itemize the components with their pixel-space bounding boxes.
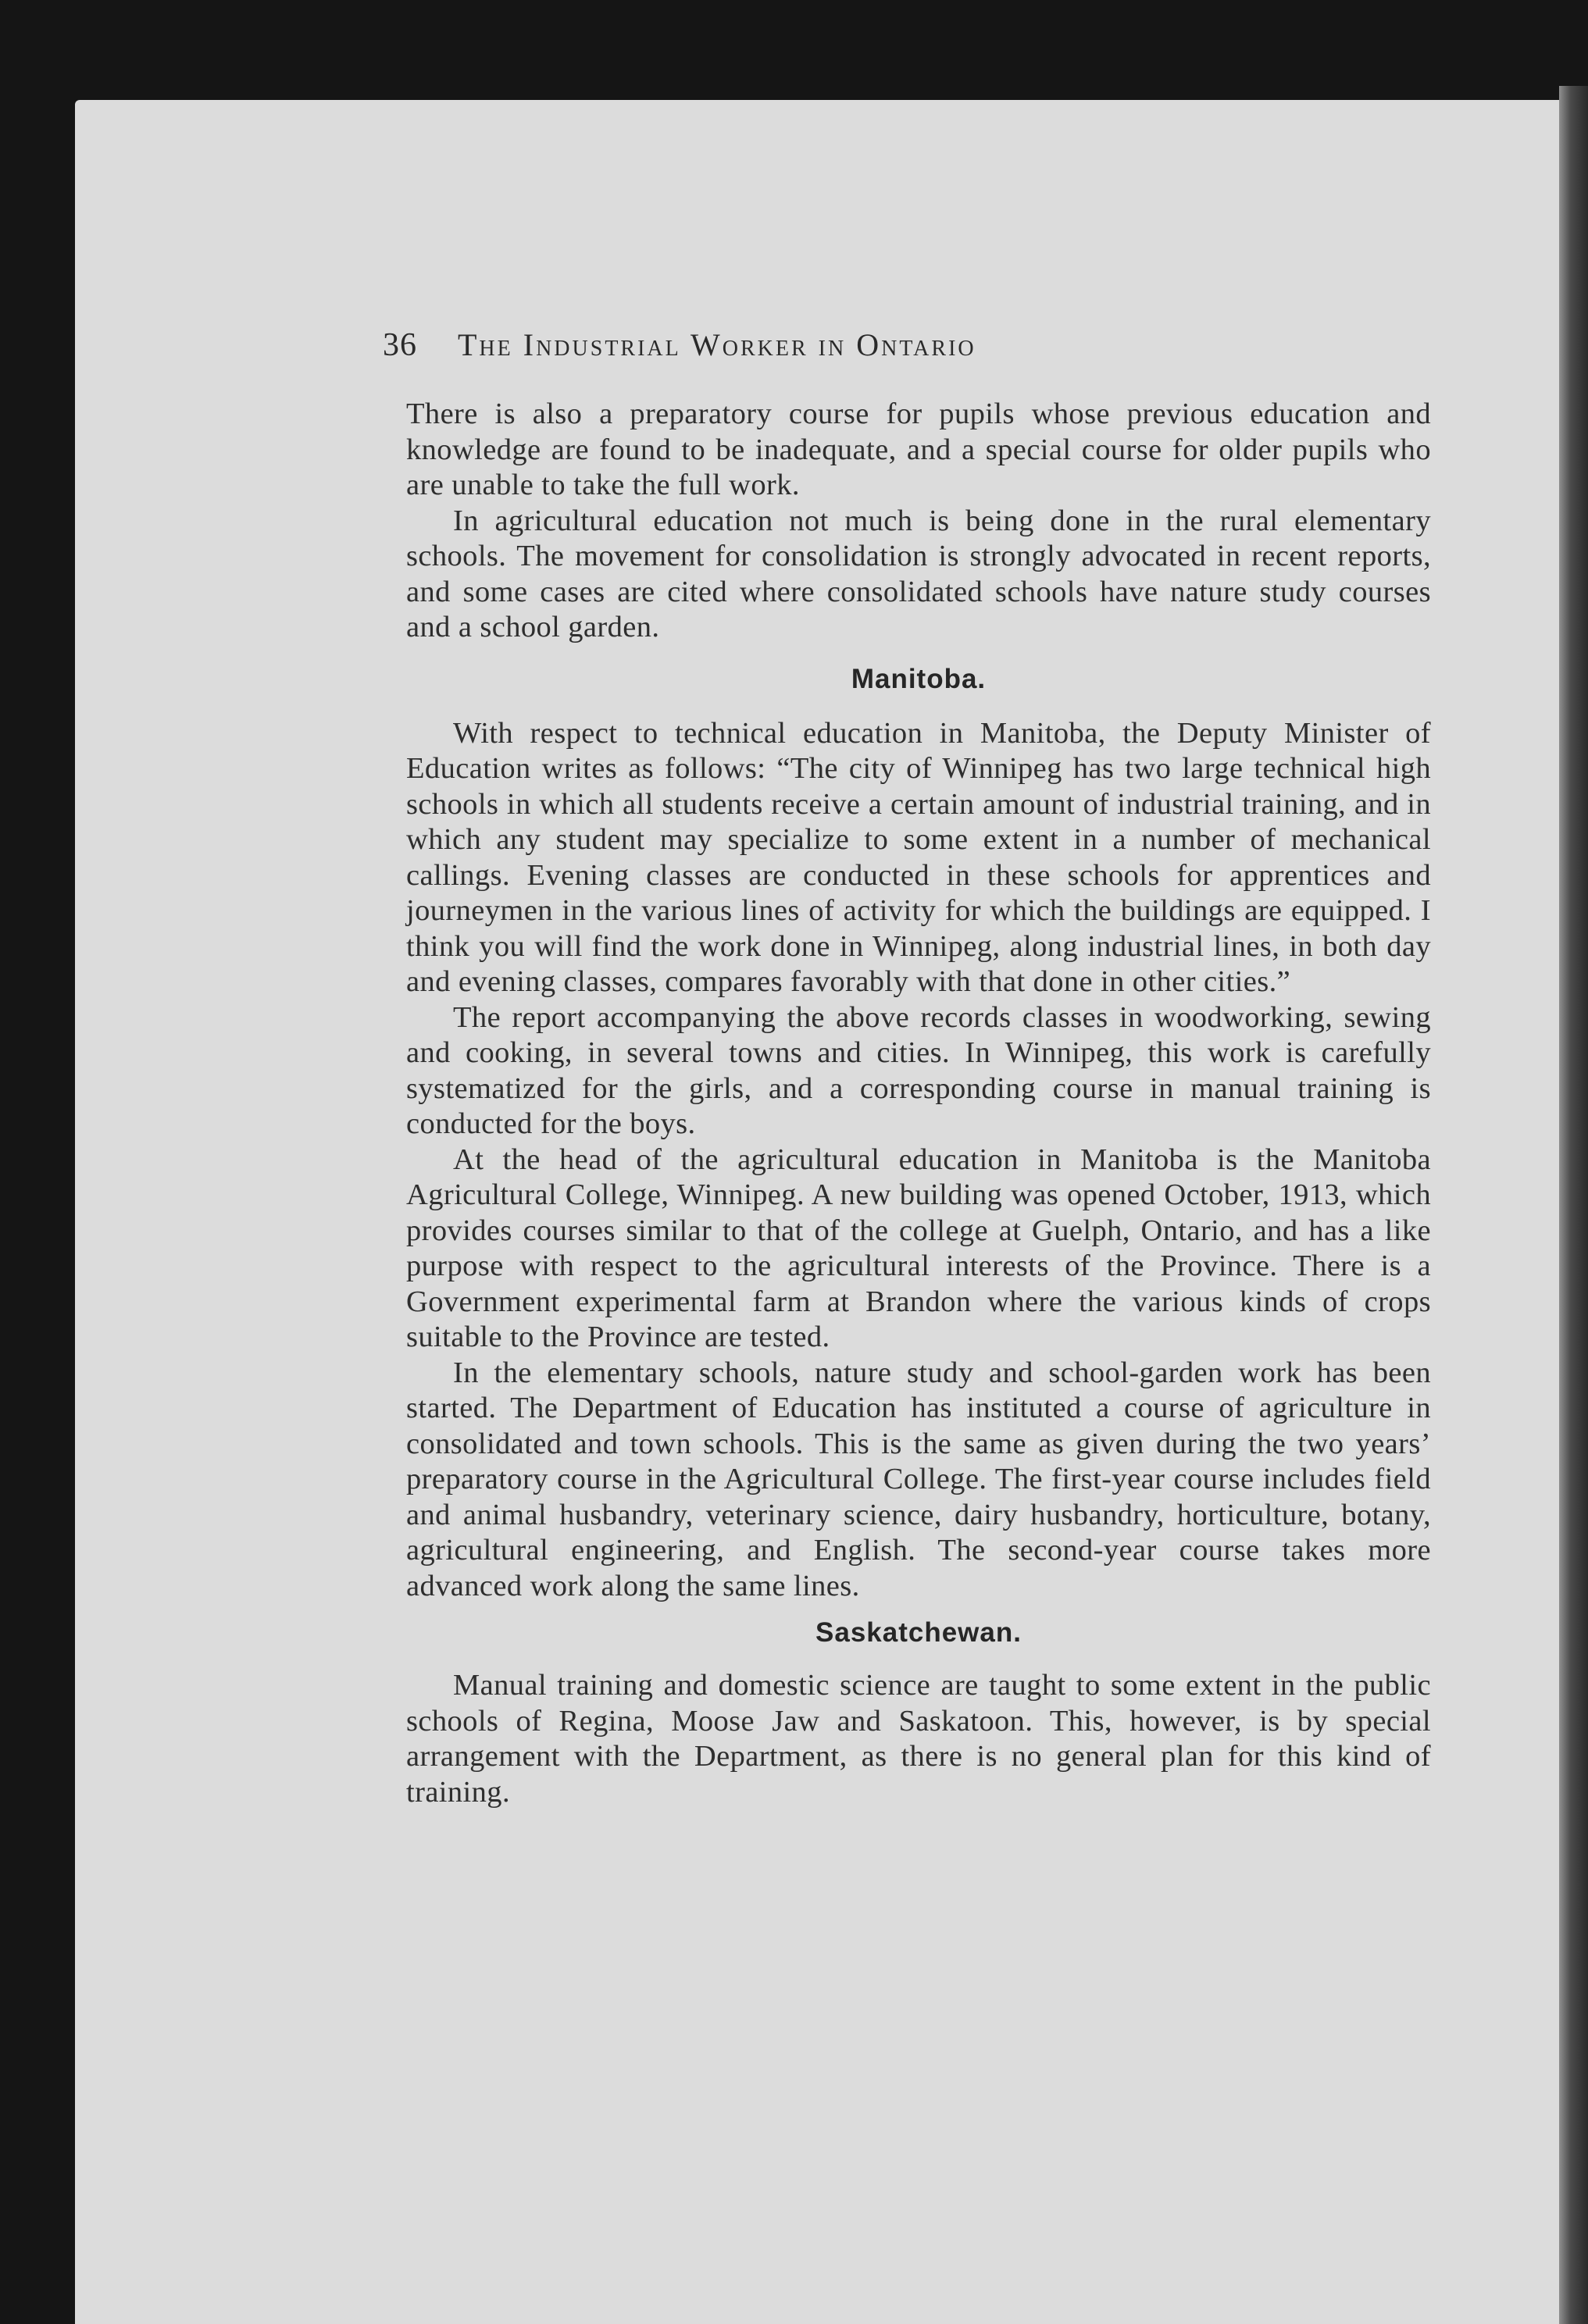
section-heading-manitoba: Manitoba. bbox=[851, 663, 987, 694]
running-header bbox=[383, 326, 1211, 373]
running-title: The Industrial Worker in Ontario bbox=[458, 327, 976, 362]
paragraph: With respect to technical education in Manitoba, the Deputy Minister of Education writes as follows: “The city of Winnipeg has two large technical high schools in which all students receive a certain amount of industrial training, and in which any student may specialize to some extent in a number of mechanical callings. Evening classes are conducted in these schools for apprentices and journeymen in the various lines of activity for which the buildings are equipped. I think you will find the work done in Winnipeg, along industrial lines, in both day and evening classes, compares favorably with that done in other cities.” bbox=[406, 716, 1431, 998]
page-edge bbox=[1559, 86, 1588, 2324]
paragraph: The report accompanying the above records classes in woodworking, sewing and cooking, in several towns and cities. In Winnipeg, this work is carefully systematized for the girls, and a corresponding course in manual training is conducted for the boys. bbox=[406, 1000, 1431, 1140]
paragraph: In the elementary schools, nature study and school-garden work has been started. The Department of Education has instituted a course of agriculture in consolidated and town schools. This is the same as given during the two years’ preparatory course in the Agricultural College. The first-year course includes field and animal husbandry, veterinary science, dairy husbandry, horticulture, botany, agricultural engineering, and English. The second-year course takes more advanced work along the same lines. bbox=[406, 1356, 1431, 1602]
paragraph: There is also a preparatory course for pupils whose previous education and knowledge are found to be inadequate, and a special course for older pupils who are unable to take the full work. bbox=[406, 397, 1431, 501]
body-text bbox=[406, 397, 1431, 1810]
paragraph: At the head of the agricultural education in Manitoba is the Manitoba Agricultural College, Winnipeg. A new building was opened October, 1913, which provides courses similar to that of the college at Guelph, Ontario, and has a like purpose with respect to the agricultural interests of the Province. There is a Government experimental farm at Brandon where the various kinds of crops suitable to the Province are tested. bbox=[406, 1142, 1431, 1353]
page-number: 36 bbox=[383, 327, 417, 363]
paragraph: In agricultural education not much is being done in the rural elementary schools. The movement for consolidation is strongly advocated in recent reports, and some cases are cited where consolidated schools have nature study courses and a school garden. bbox=[406, 504, 1431, 643]
section-heading-saskatchewan: Saskatchewan. bbox=[815, 1617, 1022, 1648]
paragraph: Manual training and domestic science are taught to some extent in the public schools of Regina, Moose Jaw and Saskatoon. This, however, is by special arrangement with the Department, as there is no general plan for this kind of training. bbox=[406, 1669, 1431, 1809]
